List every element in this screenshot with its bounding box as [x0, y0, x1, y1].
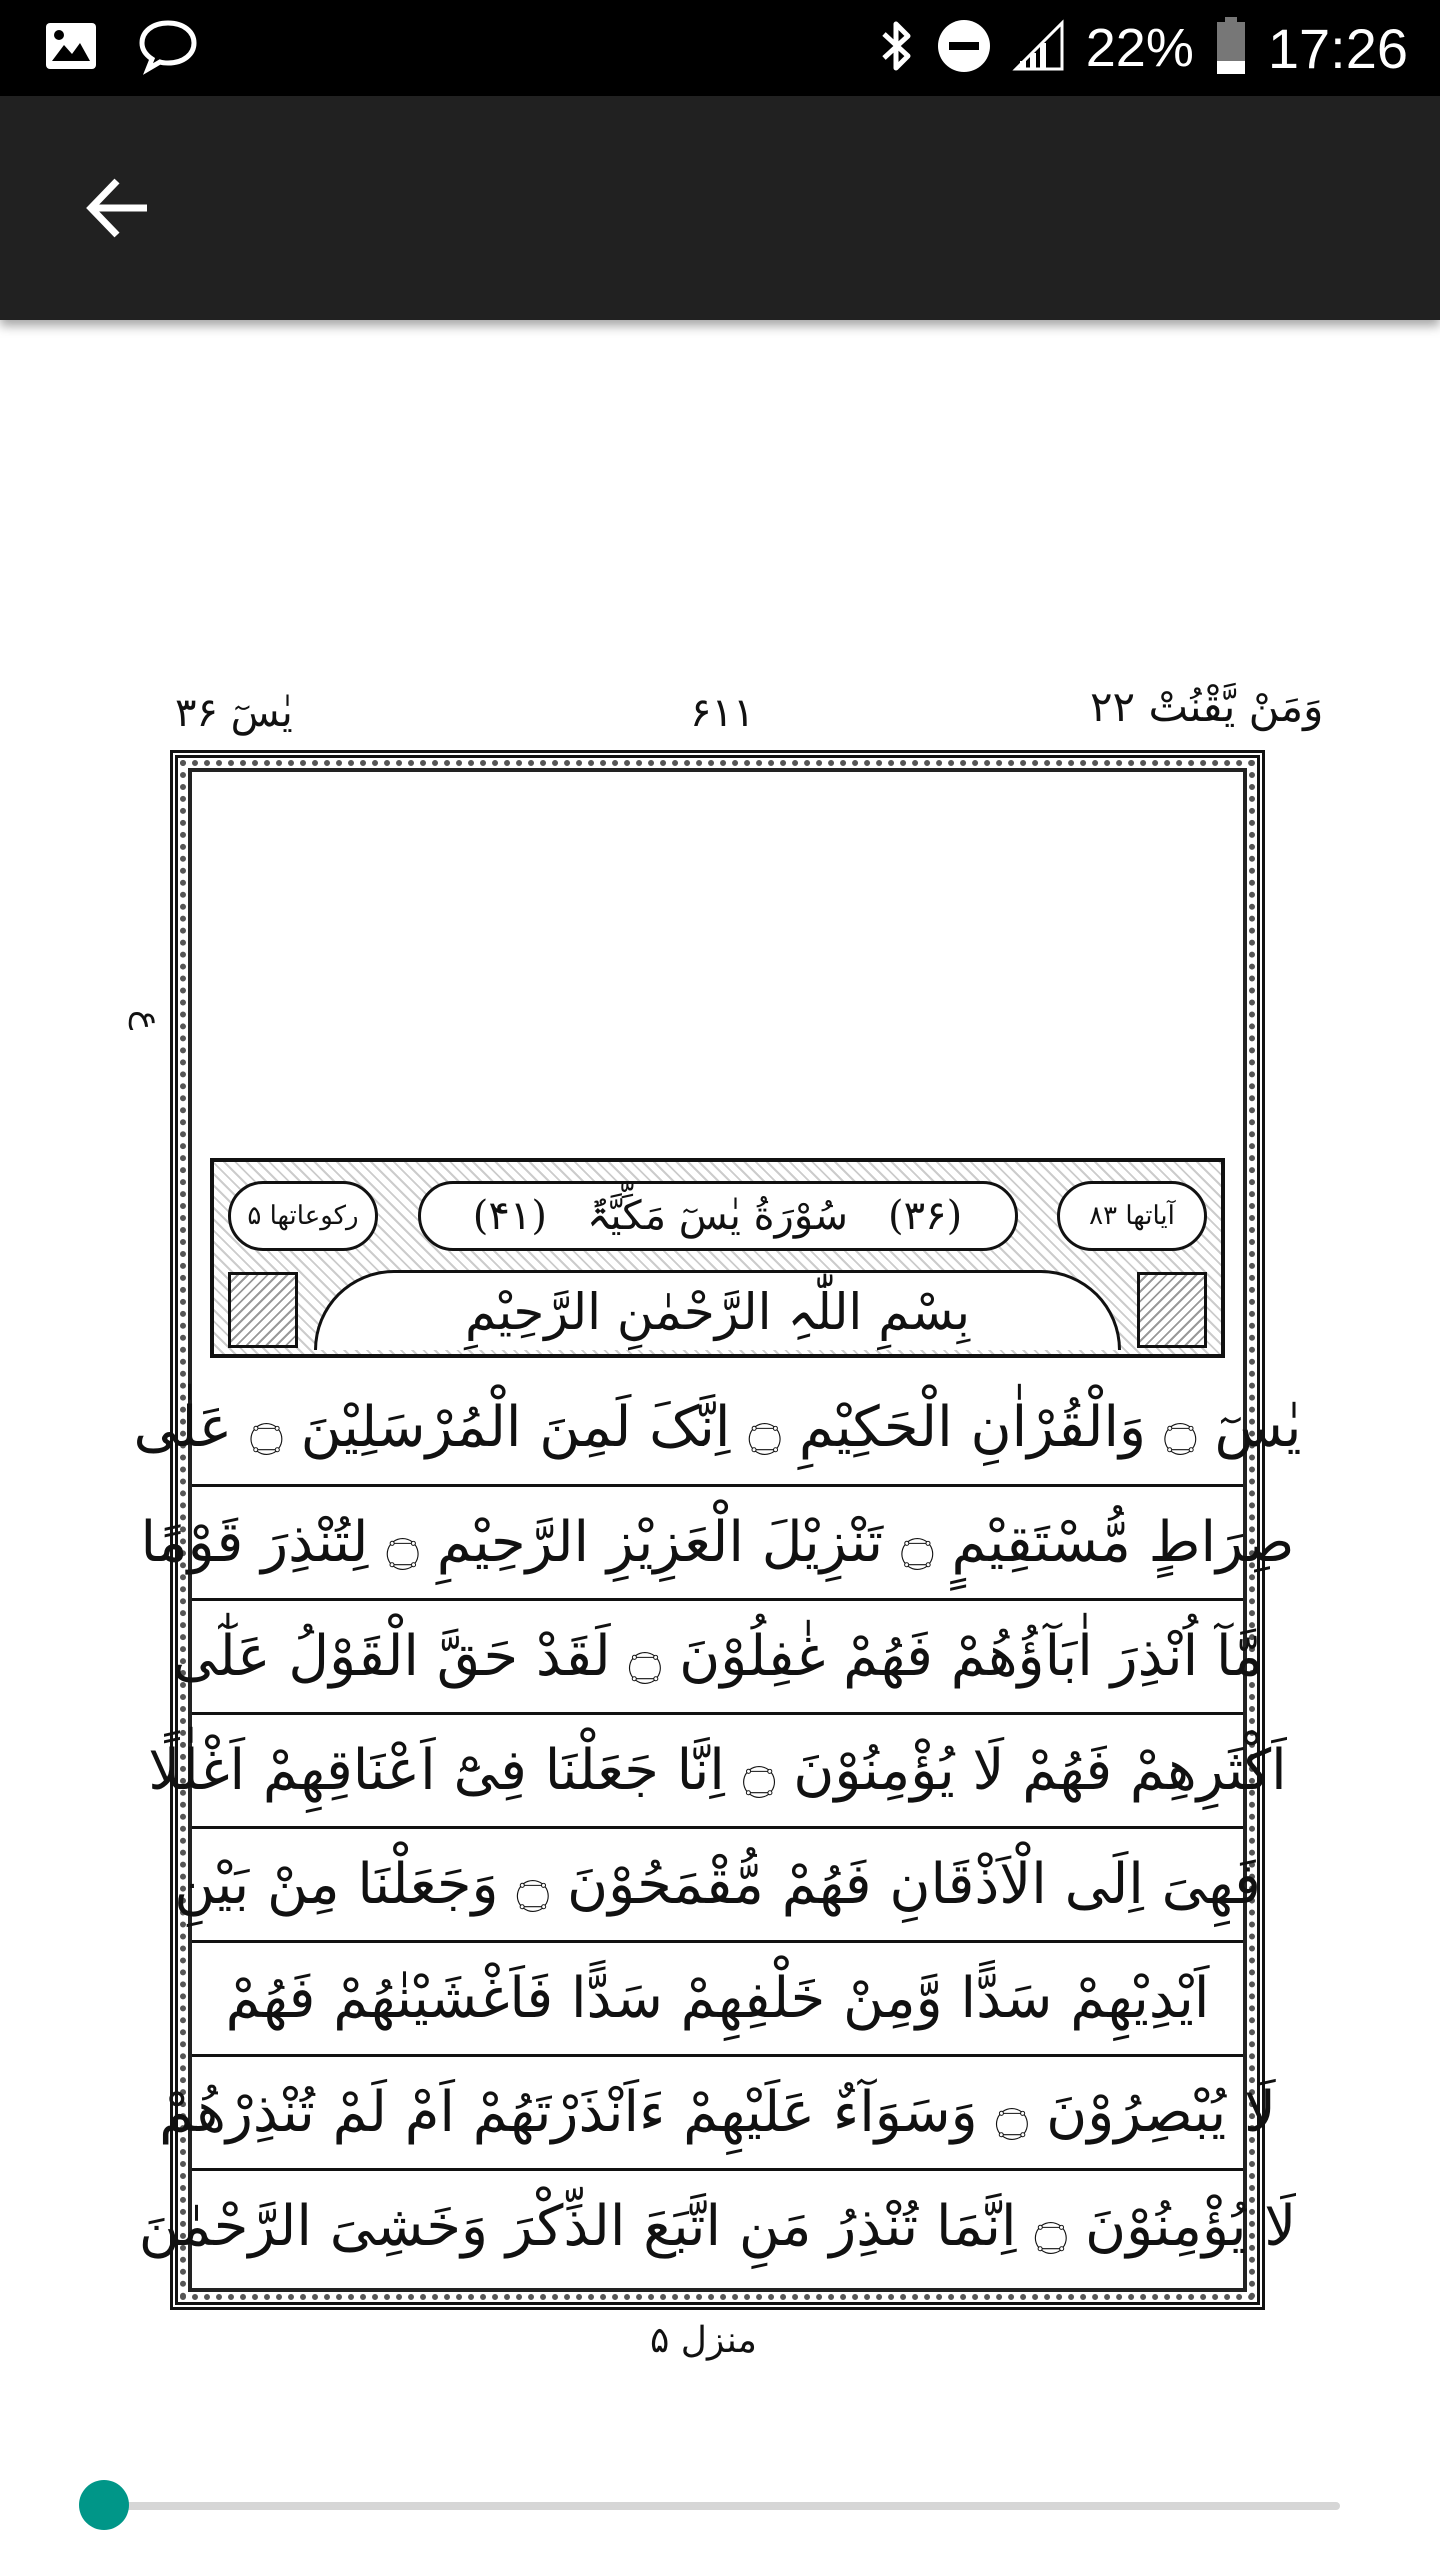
back-button[interactable]: [58, 148, 178, 268]
battery-icon: [1216, 17, 1246, 79]
corner-ornament: [1137, 1272, 1207, 1348]
page-frame: [133, 750, 1302, 2310]
surah-name: سُوْرَةُ یٰسٓ مَکِّیَّۃٌ: [586, 1193, 849, 1239]
cell-signal-icon: [1014, 21, 1064, 75]
page-header-surah: یٰسٓ ۳۶: [175, 690, 293, 736]
status-bar: [0, 0, 1440, 96]
bismillah: بِسْمِ اللّٰہِ الرَّحْمٰنِ الرَّحِیْمِ: [314, 1270, 1121, 1350]
verse-lines: [133, 1370, 1302, 2282]
verse-line: لَا یُبْصِرُوْنَ ۝ وَسَوَآءٌ عَلَیْھِمْ ءَاَنْذَرْتَھُمْ اَمْ لَمْ تُنْذِرْھُمْ: [192, 2054, 1243, 2168]
slider-track[interactable]: [104, 2502, 1340, 2510]
surah-ruku-count: رکوعاتھا ۵: [228, 1181, 378, 1251]
quran-page-viewer[interactable]: [0, 320, 1440, 2440]
verse-line: مَّآ اُنْذِرَ اٰبَآؤُھُمْ فَھُمْ غٰفِلُوْنَ ۝ لَقَدْ حَقَّ الْقَوْلُ عَلٰٓی: [192, 1598, 1243, 1712]
manzil-footer: منزل ۵: [650, 2320, 757, 2361]
page-slider[interactable]: [80, 2476, 1340, 2536]
surah-title-cartouche: [418, 1181, 1018, 1251]
verse-line: فَھِیَ اِلَی الْاَذْقَانِ فَھُمْ مُّقْمَحُوْنَ ۝ وَجَعَلْنَا مِنْ بَیْنِ: [192, 1826, 1243, 1940]
surah-number: (۳۶): [888, 1193, 963, 1239]
surah-ayat-count: آیاتھا ۸۳: [1057, 1181, 1207, 1251]
surah-order: (۴۱): [472, 1193, 547, 1239]
corner-ornament: [228, 1272, 298, 1348]
battery-percent: 22%: [1085, 18, 1194, 78]
bluetooth-icon: [878, 18, 914, 78]
ruku-marker: ع: [128, 1010, 168, 1031]
surah-header: [210, 1158, 1225, 1358]
verse-line: اَیْدِیْھِمْ سَدًّا وَّمِنْ خَلْفِھِمْ سَدًّا فَاَغْشَیْنٰھُمْ فَھُمْ: [192, 1940, 1243, 2054]
slider-thumb[interactable]: [79, 2480, 129, 2530]
verse-line: صِرَاطٍ مُّسْتَقِیْمٍ ۝ تَنْزِیْلَ الْعَزِیْزِ الرَّحِیْمِ ۝ لِتُنْذِرَ قَوْمًا: [192, 1484, 1243, 1598]
verse-line: یٰسٓ ۝ وَالْقُرْاٰنِ الْحَکِیْمِ ۝ اِنَّکَ لَمِنَ الْمُرْسَلِیْنَ ۝ عَلٰی: [133, 1394, 1302, 1460]
app-bar: [0, 96, 1440, 320]
arrow-back-icon: [83, 173, 153, 243]
image-icon: [44, 21, 98, 75]
do-not-disturb-icon: [936, 18, 992, 78]
verse-line: اَکْثَرِھِمْ فَھُمْ لَا یُؤْمِنُوْنَ ۝ اِنَّا جَعَلْنَا فِیْٓ اَعْنَاقِھِمْ اَغْلٰلًا: [192, 1712, 1243, 1826]
clock: 17:26: [1267, 16, 1408, 80]
verse-line: لَا یُؤْمِنُوْنَ ۝ اِنَّمَا تُنْذِرُ مَنِ اتَّبَعَ الذِّکْرَ وَخَشِیَ الرَّحْمٰنَ: [192, 2168, 1243, 2282]
page-header-juz: وَمَنْ یَّقْنُتْ ۲۲: [1090, 682, 1324, 731]
chat-bubble-icon: [138, 19, 198, 77]
page-number: ۶۱۱: [690, 690, 755, 736]
